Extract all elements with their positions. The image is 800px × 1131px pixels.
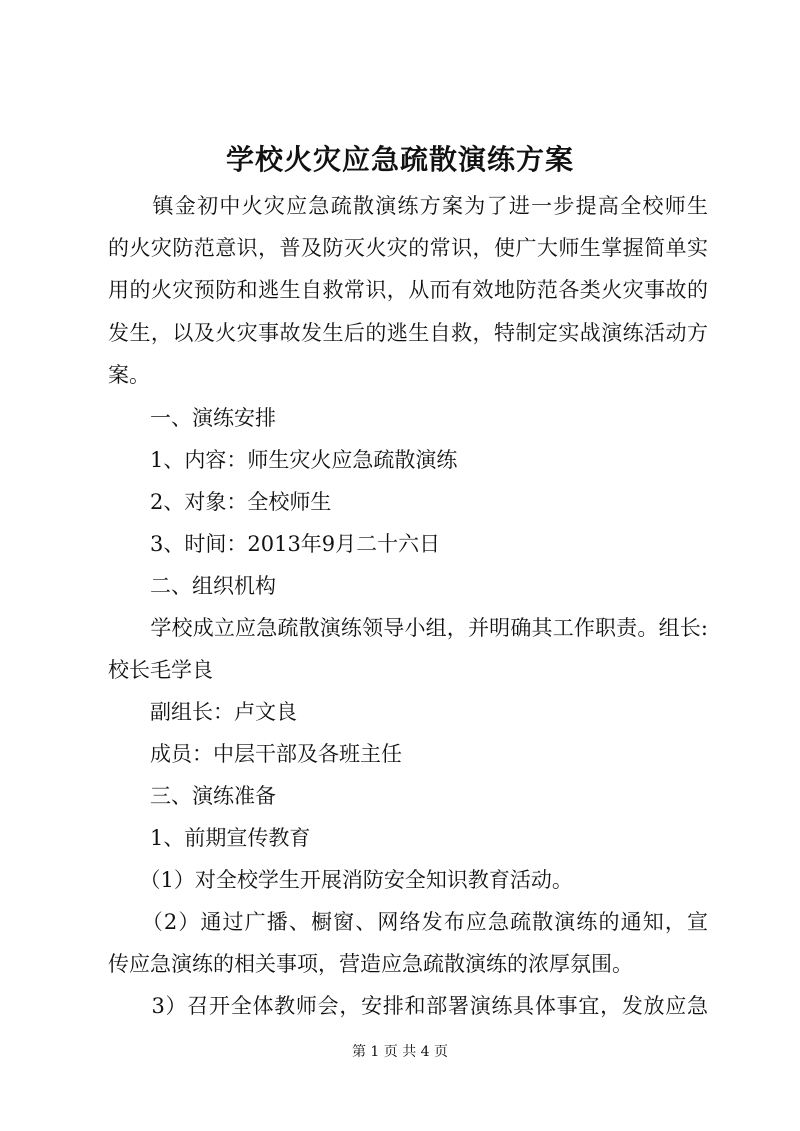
document-title: 学校火灾应急疏散演练方案 — [225, 143, 574, 176]
body-line: 2、对象：全校师生 — [108, 490, 332, 514]
page-footer: 第 1 页 共 4 页 — [351, 1044, 449, 1060]
body-line: （2）通过广播、橱窗、网络发布应急疏散演练的通知，宣 — [108, 910, 708, 934]
body-line: 3、时间：2013年9月二十六日 — [108, 532, 441, 556]
body-line: （1）对全校学生开展消防安全知识教育活动。 — [108, 868, 573, 892]
body-line: 的火灾防范意识，普及防灭火灾的常识，使广大师生掌握简单实 — [108, 236, 708, 260]
section-heading: 二、组织机构 — [108, 574, 276, 598]
section-heading: 一、演练安排 — [108, 406, 276, 430]
body-line: 传应急演练的相关事项，营造应急疏散演练的浓厚氛围。 — [108, 952, 633, 976]
body-line: 3）召开全体教师会，安排和部署演练具体事宜，发放应急 — [108, 994, 708, 1018]
body-line: 1、前期宣传教育 — [108, 826, 311, 850]
body-line: 1、内容：师生灾火应急疏散演练 — [108, 448, 458, 472]
body-line: 案。 — [108, 363, 150, 387]
body-line: 镇金初中火灾应急疏散演练方案为了进一步提高全校师生 — [108, 194, 708, 218]
section-heading: 三、演练准备 — [108, 784, 276, 808]
body-line: 发生，以及火灾事故发生后的逃生自救，特制定实战演练活动方 — [108, 321, 708, 345]
body-line: 校长毛学良 — [108, 658, 213, 682]
body-line: 成员：中层干部及各班主任 — [108, 742, 402, 766]
body-line: 学校成立应急疏散演练领导小组，并明确其工作职责。组长: — [108, 616, 708, 640]
body-line: 副组长：卢文良 — [108, 700, 297, 724]
body-line: 用的火灾预防和逃生自救常识，从而有效地防范各类火灾事故的 — [108, 278, 708, 302]
